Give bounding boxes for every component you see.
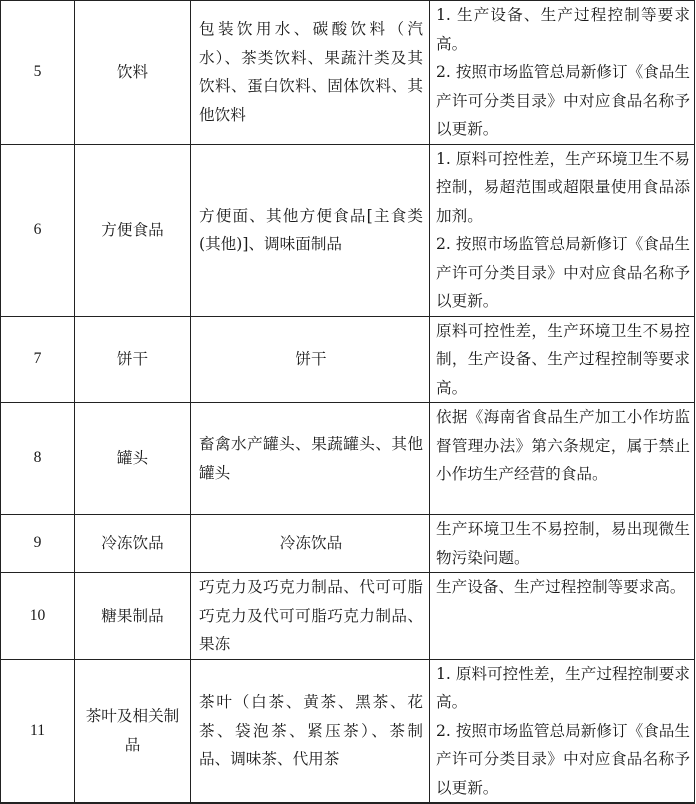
reason-cell [430,316,695,403]
reason-cell [430,144,695,316]
reason-line: 生产设备、生产过程控制等要求高。 [436,578,686,596]
category-cell: 茶叶及相关制品 [75,659,191,803]
products-text: 饼干 [295,350,327,368]
row-number: 9 [1,515,75,573]
table-row [1,573,695,660]
reason-cell [430,659,695,803]
reason-line: 1. 原料可控性差，生产过程控制要求高。 [436,664,690,711]
reason-line: 原料可控性差，生产环境卫生不易控制，生产设备、生产过程控制等要求高。 [436,321,690,397]
table-row [1,403,695,515]
products-text: 方便面、其他方便食品[主食类(其他)]、调味面制品 [199,206,423,253]
products-text: 巧克力及巧克力制品、代可可脂巧克力及代可可脂巧克力制品、果冻 [199,578,423,653]
category-cell: 方便食品 [75,144,191,316]
products-text: 冷冻饮品 [279,534,343,553]
products-cell [191,515,430,573]
row-number: 7 [1,316,75,403]
products-cell [191,316,430,403]
reason-line: 依据《海南省食品生产加工小作坊监督管理办法》第六条规定，属于禁止小作坊生产经营的食品。 [436,408,690,483]
products-cell [191,1,430,145]
row-number: 5 [1,1,75,145]
table-row [1,316,695,403]
table-row [1,659,695,803]
reason-line: 1. 原料可控性差，生产环境卫生不易控制，易超范围或超限量使用食品添加剂。 [436,149,690,225]
products-text: 茶叶（白茶、黄茶、黑茶、花茶、袋泡茶、紧压茶）、茶制品、调味茶、代用茶 [199,693,423,768]
products-cell [191,659,430,803]
category-cell: 饮料 [75,1,191,145]
category-cell: 糖果制品 [75,573,191,660]
category-cell: 饼干 [75,316,191,403]
products-cell [191,144,430,316]
table-row [1,144,695,316]
reason-cell [430,573,695,660]
row-number: 11 [1,659,75,803]
reason-line: 2. 按照市场监管总局新修订《食品生产许可分类目录》中对应食品名称予以更新。 [436,721,690,797]
products-cell [191,573,430,660]
row-number: 10 [1,573,75,660]
category-cell: 冷冻饮品 [75,515,191,573]
products-text: 包装饮用水、碳酸饮料（汽水）、茶类饮料、果蔬汁类及其饮料、蛋白饮料、固体饮料、其他饮料 [199,20,423,124]
table-row [1,515,695,573]
table-row-continuation [1,803,695,804]
reason-line: 1. 生产设备、生产过程控制等要求高。 [436,6,690,53]
row-number: 8 [1,403,75,515]
reason-line: 2. 按照市场监管总局新修订《食品生产许可分类目录》中对应食品名称予以更新。 [436,235,690,310]
reason-cell [430,515,695,573]
reason-cell [430,403,695,515]
reason-line: 2. 按照市场监管总局新修订《食品生产许可分类目录》中对应食品名称予以更新。 [436,63,690,138]
reason-cell [430,1,695,145]
products-cell [191,403,430,515]
row-number: 6 [1,144,75,316]
products-text: 畜禽水产罐头、果蔬罐头、其他罐头 [199,435,423,482]
category-cell: 罐头 [75,403,191,515]
reason-line: 生产环境卫生不易控制，易出现微生物污染问题。 [436,520,690,567]
table-row [1,1,695,145]
